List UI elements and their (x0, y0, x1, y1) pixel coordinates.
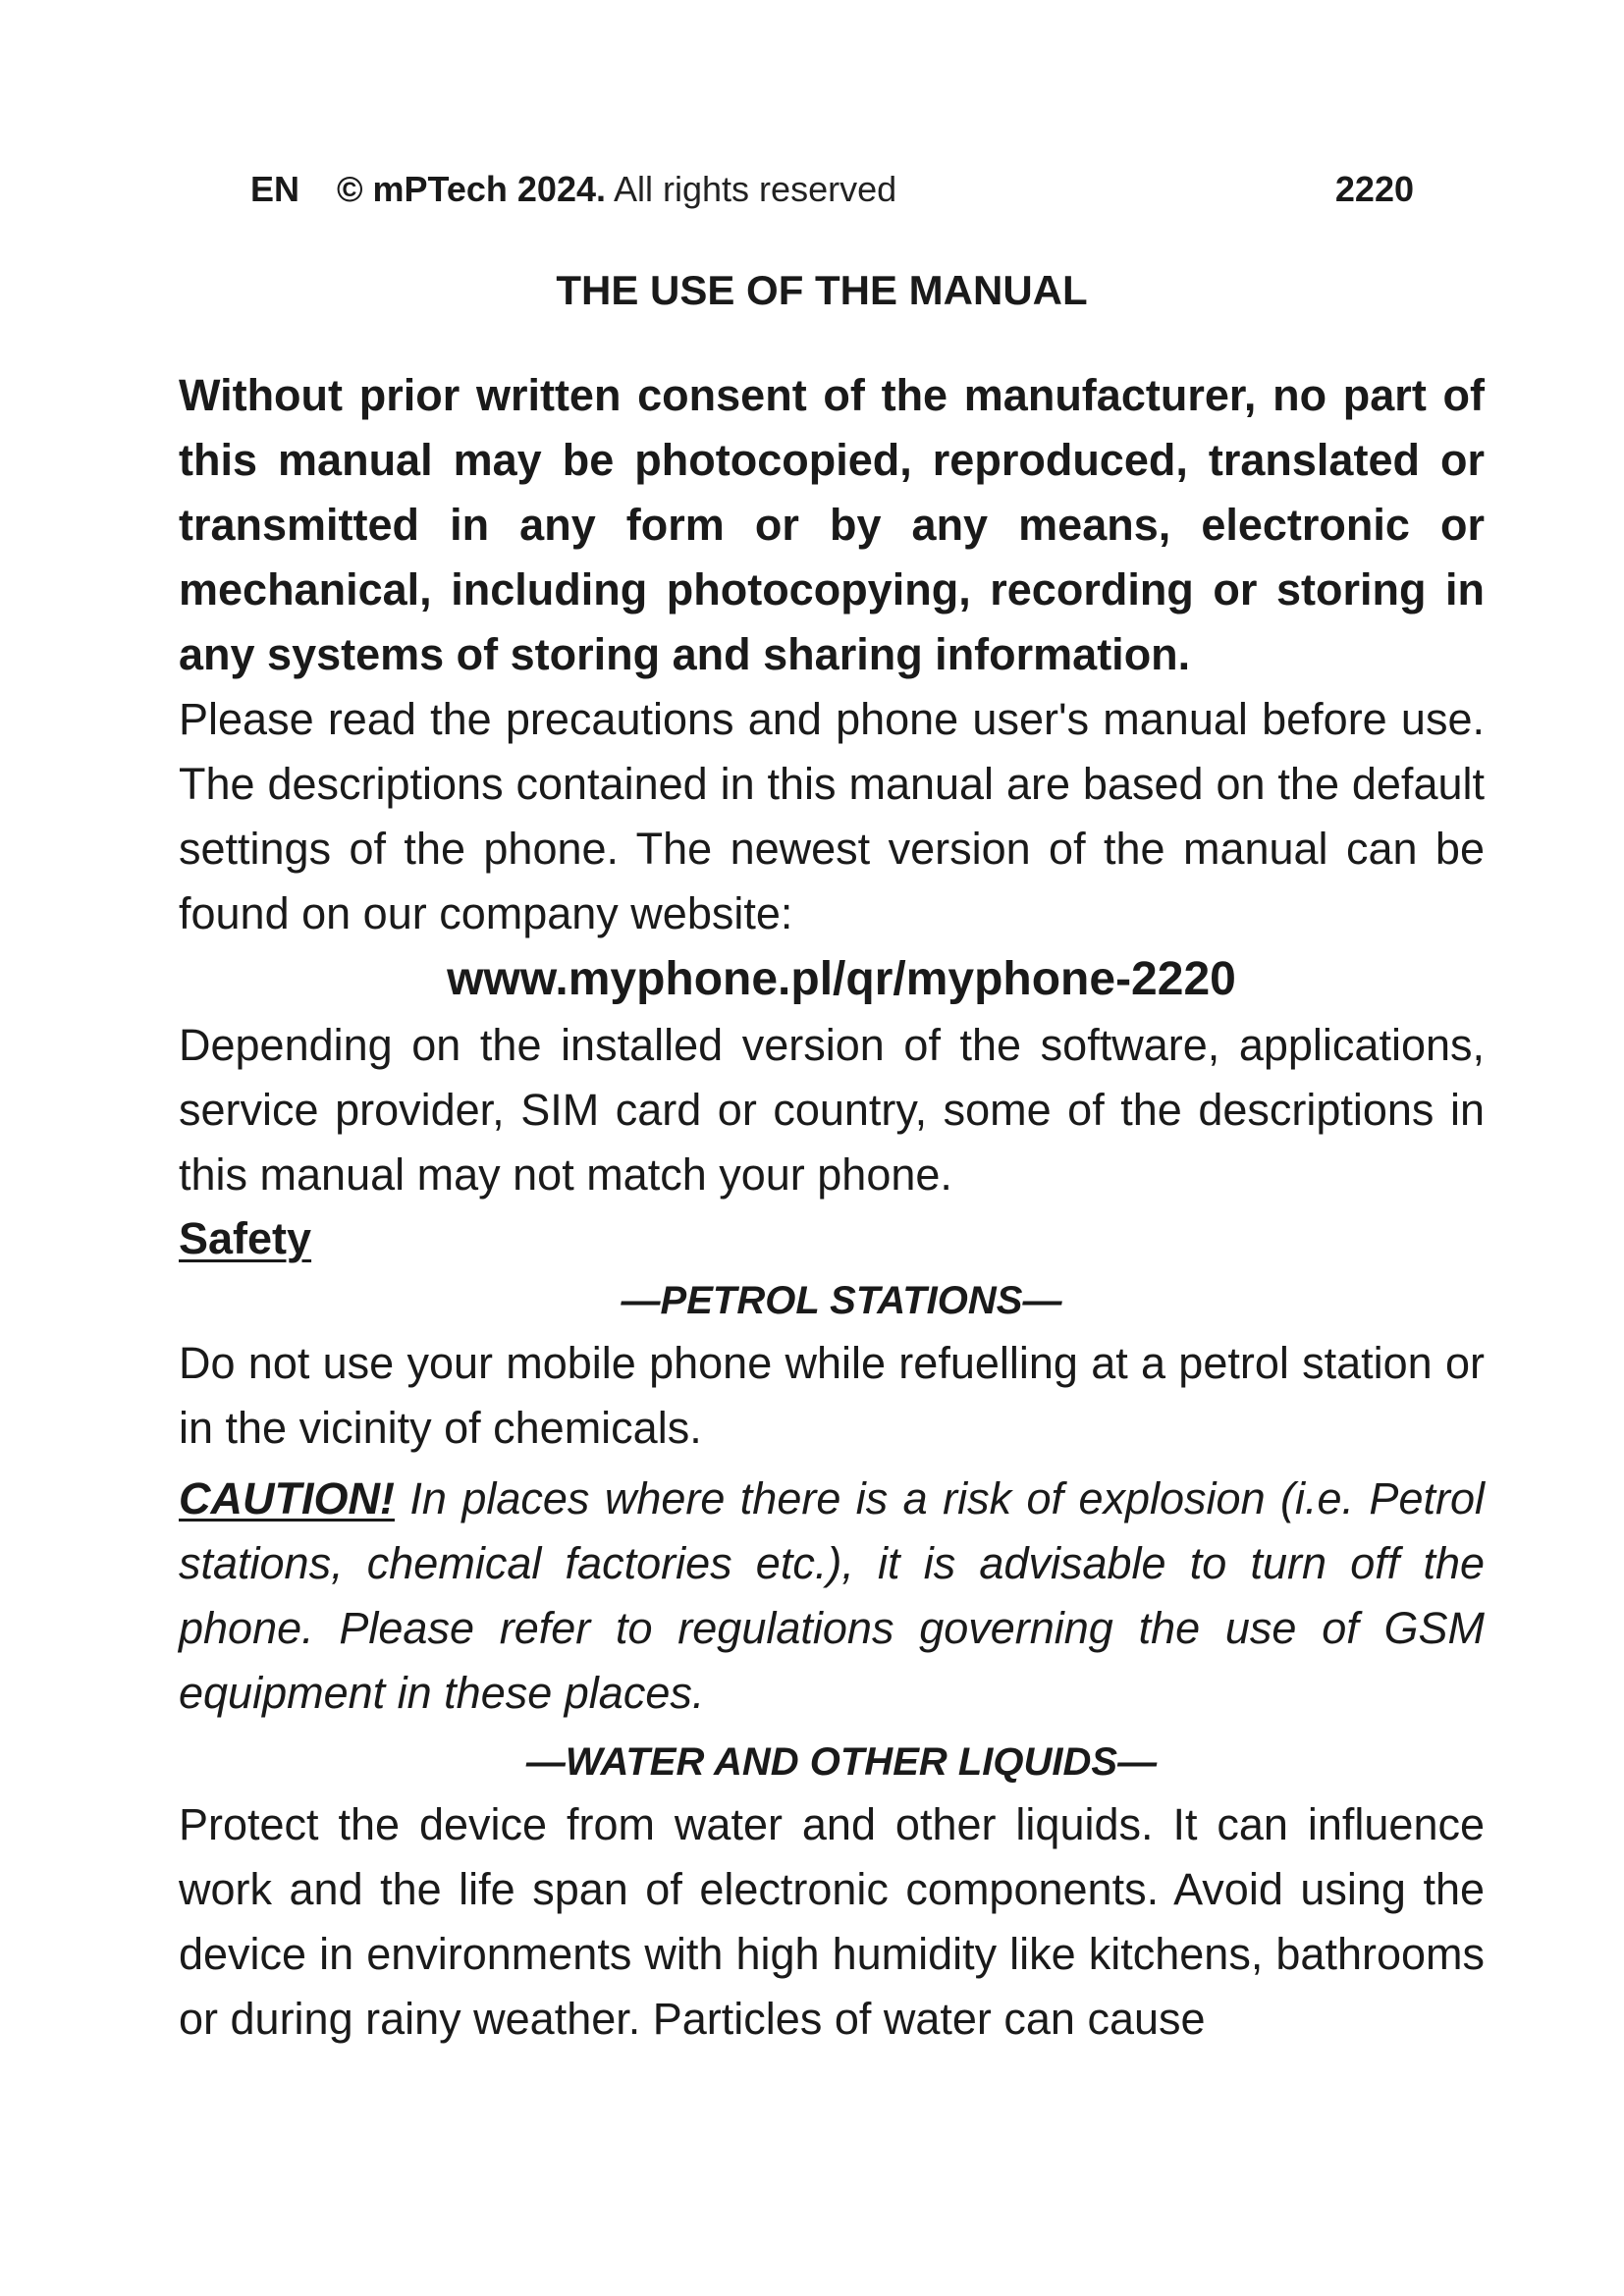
copyright-notice-paragraph: Without prior written consent of the manufacturer, no part of this manual may be photocopied, reproduced, translated or transmitted in any form or by any means, electronic or mechanical, including photocopying, recording or storing in any systems of storing and sharing information. (179, 370, 1485, 679)
water-liquids-paragraph: Protect the device from water and other liquids. It can influence work and the life span of electronic components. Avoid using the device in environments with high humidity like kitchens, bathrooms or during rainy weather. Particles of water can cause (179, 1799, 1485, 2044)
intro-paragraph: Please read the precautions and phone user's manual before use. The descriptions contained in this manual are based on the default settings of the phone. The newest version of the manual can be found on our company website: (179, 694, 1485, 938)
software-variation-paragraph: Depending on the installed version of the software, applications, service provider, SIM card or country, some of the descriptions in this manual may not match your phone. (179, 1020, 1485, 1200)
model-number: 2220 (1334, 169, 1414, 209)
petrol-stations-heading: —PETROL STATIONS— (621, 1279, 1062, 1322)
caution-paragraph (179, 1467, 1485, 1726)
caution-text: In places where there is a risk of explosion (i.e. Petrol stations, chemical factories etc.), it is advisable to turn off the phone. Please refer to regulations governing the use of GSM equipment in these places. (179, 1473, 1485, 1718)
water-liquids-heading: —WATER AND OTHER LIQUIDS— (525, 1740, 1158, 1784)
language-code: EN (250, 169, 300, 209)
copyright-notice (337, 165, 896, 214)
petrol-stations-paragraph: Do not use your mobile phone while refuelling at a petrol station or in the vicinity of chemicals. (179, 1338, 1485, 1453)
page-title: THE USE OF THE MANUAL (556, 267, 1088, 313)
copyright-brand: © mPTech 2024. (337, 169, 606, 209)
caution-label: CAUTION! (179, 1473, 395, 1523)
copyright-rest: All rights reserved (606, 169, 897, 209)
manual-body (179, 363, 1485, 2052)
page-header (250, 165, 1414, 214)
website-link[interactable]: www.myphone.pl/qr/myphone-2220 (447, 953, 1236, 1005)
safety-heading: Safety (179, 1213, 312, 1263)
